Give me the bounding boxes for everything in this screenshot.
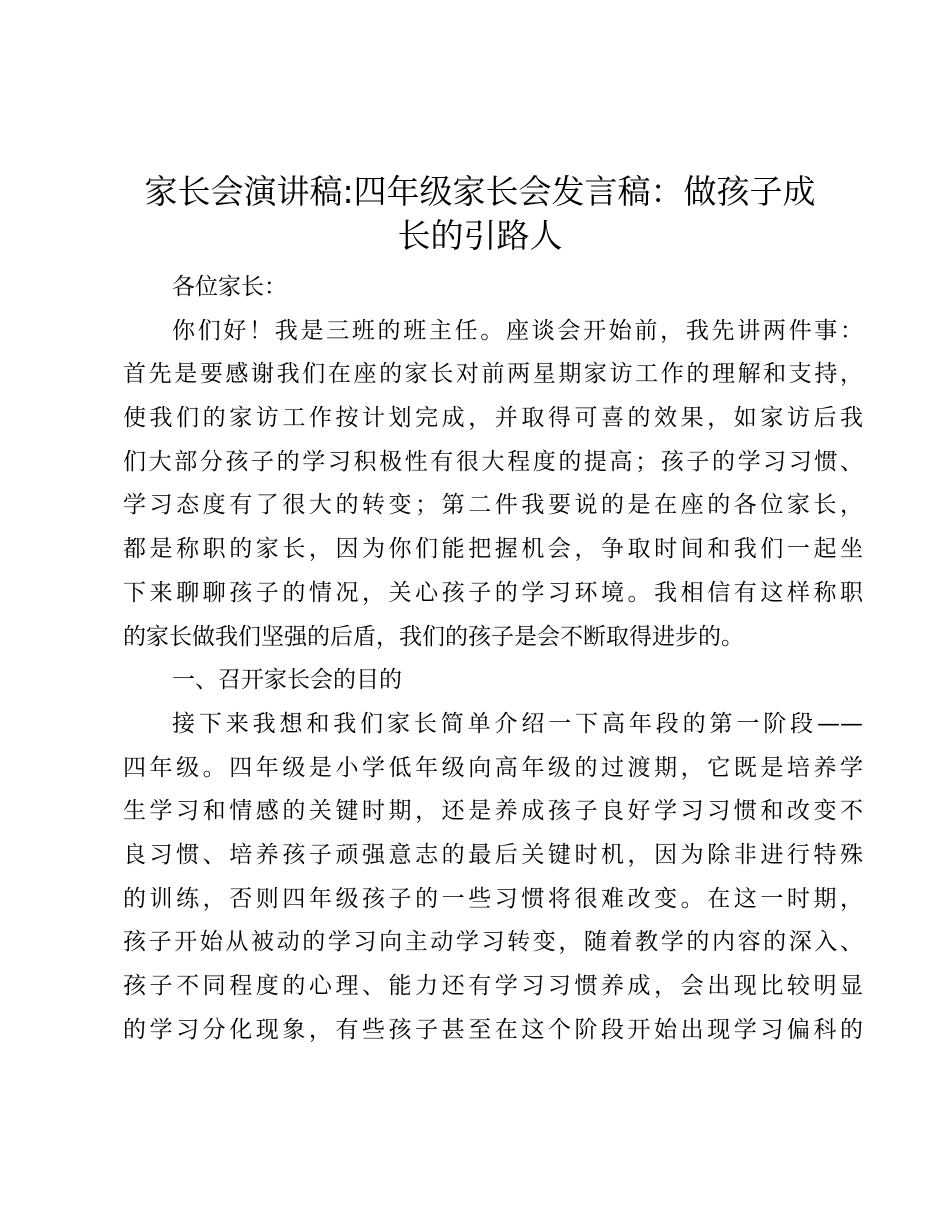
paragraph-line: 生学习和情感的关键时期，还是养成孩子良好学习习惯和改变不 (123, 798, 863, 825)
section-heading-text: 一、召开家长会的目的 (172, 667, 402, 694)
title-line: 家长会演讲稿:四年级家长会发言稿：做孩子成 (144, 172, 816, 211)
salutation-text: 各位家长： (172, 274, 287, 300)
paragraph-line: 使我们的家访工作按计划完成，并取得可喜的效果，如家访后我 (123, 405, 863, 432)
paragraph-line: 良习惯、培养孩子顽强意志的最后关键时机，因为除非进行特殊 (123, 841, 863, 868)
paragraph-line: 你们好！我是三班的班主任。座谈会开始前，我先讲两件事： (172, 317, 863, 344)
paragraph-line: 学习态度有了很大的转变；第二件我要说的是在座的各位家长， (123, 492, 863, 519)
paragraph-line: 们大部分孩子的学习积极性有很大程度的提高；孩子的学习习惯、 (123, 448, 863, 475)
salutation (123, 266, 863, 310)
paragraph-line: 的家长做我们坚强的后盾，我们的孩子是会不断取得进步的。 (123, 623, 744, 650)
paragraph-line: 四年级。四年级是小学低年级向高年级的过渡期，它既是培养学 (123, 754, 863, 781)
document-body (123, 266, 863, 1052)
paragraph-line: 孩子开始从被动的学习向主动学习转变，随着教学的内容的深入、 (123, 929, 863, 956)
paragraph-line: 的学习分化现象，有些孩子甚至在这个阶段开始出现学习偏科的 (123, 1016, 863, 1043)
section-heading (123, 659, 863, 703)
paragraph-purpose (123, 703, 863, 1053)
paragraph-line: 下来聊聊孩子的情况，关心孩子的学习环境。我相信有这样称职 (123, 579, 863, 606)
paragraph-line: 接下来我想和我们家长简单介绍一下高年段的第一阶段—— (172, 710, 863, 737)
paragraph-line: 的训练，否则四年级孩子的一些习惯将很难改变。在这一时期， (123, 885, 863, 912)
document-title (110, 170, 850, 258)
paragraph-line: 首先是要感谢我们在座的家长对前两星期家访工作的理解和支持， (123, 361, 863, 388)
paragraph-line: 孩子不同程度的心理、能力还有学习习惯养成，会出现比较明显 (123, 973, 863, 999)
paragraph-line: 都是称职的家长，因为你们能把握机会，争取时间和我们一起坐 (123, 536, 863, 563)
title-line: 长的引路人 (397, 216, 563, 255)
paragraph-greeting (123, 310, 863, 660)
